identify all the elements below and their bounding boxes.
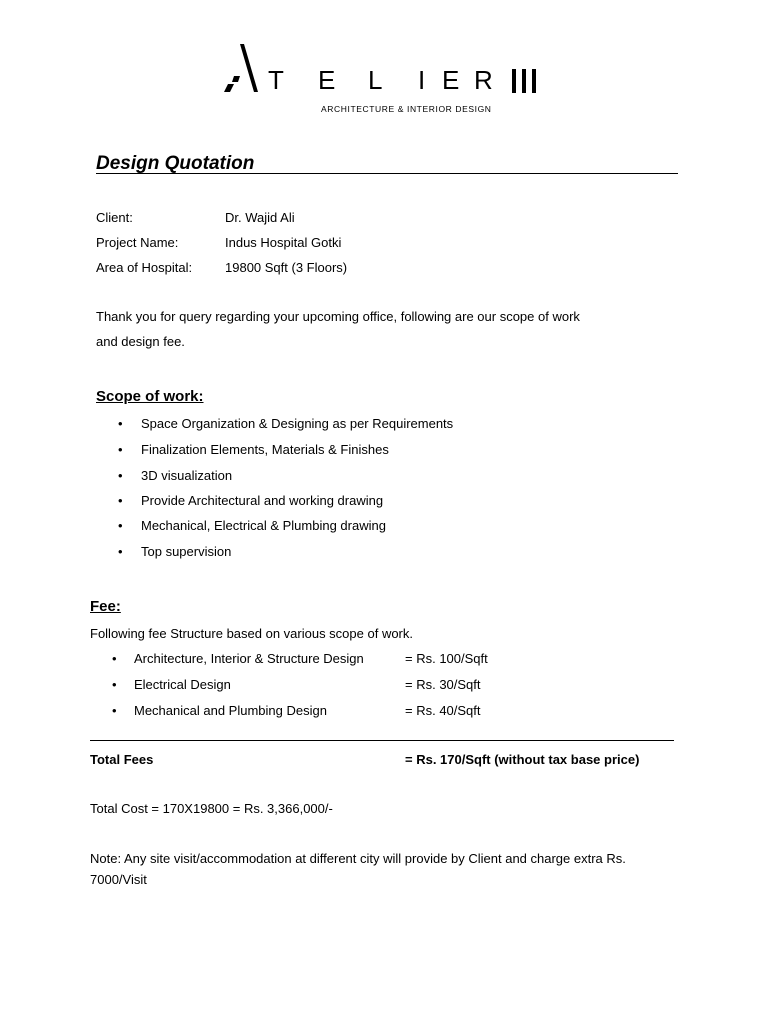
scope-heading: Scope of work: — [96, 388, 204, 405]
bullet-dot: • — [118, 416, 123, 431]
fee-divider — [90, 740, 674, 741]
intro-line-1: Thank you for query regarding your upcoming office, following are our scope of work — [96, 309, 580, 324]
bullet-dot: • — [118, 493, 123, 508]
logo-letter: I — [418, 65, 426, 95]
fee-item-value: = Rs. 30/Sqft — [405, 677, 481, 692]
logo-letter: T — [268, 65, 284, 95]
area-label: Area of Hospital: — [96, 260, 193, 275]
note-line-2: 7000/Visit — [90, 872, 147, 887]
scope-item: Mechanical, Electrical & Plumbing drawing — [141, 518, 386, 533]
total-fees-label: Total Fees — [90, 752, 154, 767]
scope-item: 3D visualization — [141, 468, 233, 483]
logo-letter: E — [442, 65, 460, 95]
logo-a-mark-icon — [224, 44, 260, 94]
logo-bars-icon — [512, 69, 540, 93]
logo-letter: L — [368, 65, 383, 95]
bullet-dot: • — [118, 442, 123, 457]
bullet-dot: • — [118, 518, 123, 533]
client-value: Dr. Wajid Ali — [225, 210, 295, 225]
logo-letter: R — [474, 65, 493, 95]
intro-line-2: and design fee. — [96, 334, 185, 349]
project-name-value: Indus Hospital Gotki — [225, 235, 342, 250]
bullet-dot: • — [112, 651, 117, 666]
total-cost: Total Cost = 170X19800 = Rs. 3,366,000/- — [90, 801, 333, 816]
scope-item: Space Organization & Designing as per Requirements — [141, 416, 454, 431]
fee-item-label: Mechanical and Plumbing Design — [134, 703, 327, 718]
note-line-1: Note: Any site visit/accommodation at different city will provide by Client and charge extra Rs. — [90, 851, 626, 866]
area-value: 19800 Sqft (3 Floors) — [225, 260, 348, 275]
fee-heading: Fee: — [90, 598, 121, 615]
logo-tagline: ARCHITECTURE & INTERIOR DESIGN — [321, 104, 492, 114]
bullet-dot: • — [118, 544, 123, 559]
title-underline — [96, 173, 678, 174]
project-name-label: Project Name: — [96, 235, 179, 250]
fee-intro: Following fee Structure based on various scope of work. — [90, 626, 414, 641]
client-label: Client: — [96, 210, 133, 225]
bullet-dot: • — [112, 677, 117, 692]
fee-item-label: Electrical Design — [134, 677, 231, 692]
company-logo — [0, 0, 768, 120]
scope-item: Top supervision — [141, 544, 232, 559]
total-fees-value: = Rs. 170/Sqft (without tax base price) — [405, 752, 640, 767]
fee-item-label: Architecture, Interior & Structure Design — [134, 651, 364, 666]
scope-item: Finalization Elements, Materials & Finishes — [141, 442, 389, 457]
logo-letter: E — [318, 65, 336, 95]
scope-item: Provide Architectural and working drawing — [141, 493, 384, 508]
bullet-dot: • — [112, 703, 117, 718]
fee-item-value: = Rs. 40/Sqft — [405, 703, 481, 718]
fee-item-value: = Rs. 100/Sqft — [405, 651, 488, 666]
page-title: Design Quotation — [96, 153, 255, 174]
bullet-dot: • — [118, 468, 123, 483]
